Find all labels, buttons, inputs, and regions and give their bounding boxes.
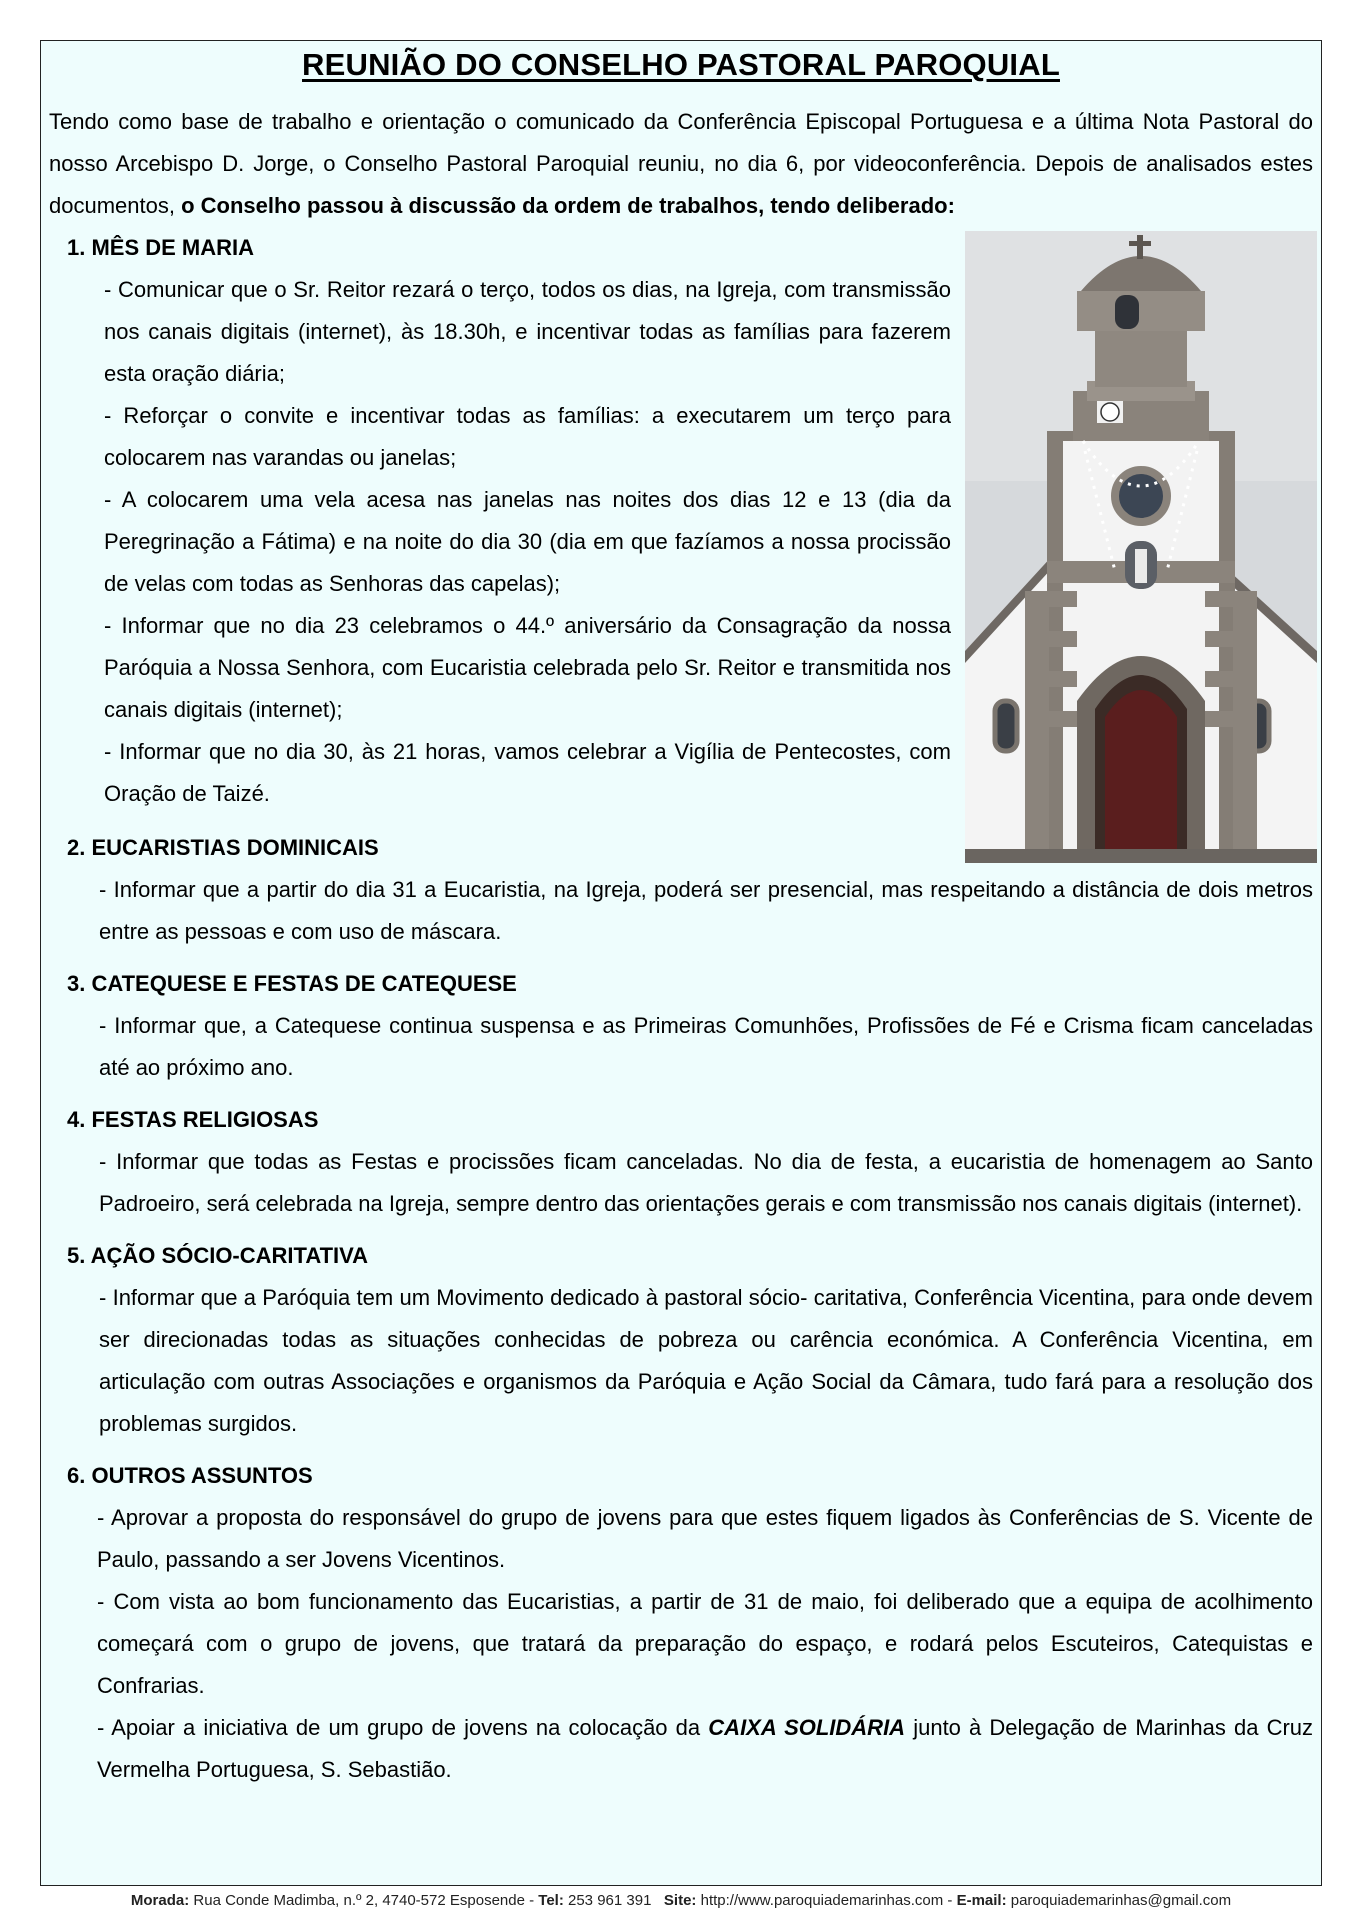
footer-tel-label: Tel: xyxy=(538,1892,564,1909)
list-item: - Informar que a Paróquia tem um Movimento dedicado à pastoral sócio- caritativa, Conferência Vicentina, para onde devem ser direcionadas todas as situações conhecidas de pobreza ou carência económica. A Conferência Vicentina, em articulação com outras Associações e organismos da Paróquia e Ação Social da Câmara, tudo fará para a resolução dos problemas surgidos. xyxy=(99,1285,1313,1436)
list-item: - Informar que todas as Festas e procissões ficam canceladas. No dia de festa, a eucaristia de homenagem ao Santo Padroeiro, será celebrada na Igreja, sempre dentro das orientações gerais e com transmissão nos canais digitais (internet). xyxy=(99,1149,1313,1216)
item-text: - Apoiar a iniciativa de um grupo de jovens na colocação da xyxy=(97,1715,709,1740)
document-body xyxy=(49,101,1313,1791)
list-item: - Aprovar a proposta do responsável do grupo de jovens para que estes fiquem ligados às Conferências de S. Vicente de Paulo, passando a ser Jovens Vicentinos. xyxy=(97,1505,1313,1572)
list-item: - Comunicar que o Sr. Reitor rezará o terço, todos os dias, na Igreja, com transmissão nos canais digitais (internet), às 18.30h, e incentivar todas as famílias para fazerem esta oração diária; xyxy=(104,277,951,386)
section-heading: 1. MÊS DE MARIA xyxy=(67,235,255,260)
section-items xyxy=(104,269,951,815)
item-text: junto à Delegação de Marinhas da Cruz Vermelha Portuguesa, S. Sebastião. xyxy=(97,1715,1314,1782)
footer-address: Rua Conde Madimba, n.º 2, 4740-572 Esposende - xyxy=(189,1892,539,1909)
section-heading: 5. AÇÃO SÓCIO-CARITATIVA xyxy=(67,1243,369,1268)
document-frame xyxy=(40,40,1322,1886)
section-heading: 2. EUCARISTIAS DOMINICAIS xyxy=(67,835,379,860)
section-heading: 3. CATEQUESE E FESTAS DE CATEQUESE xyxy=(67,971,517,996)
footer xyxy=(0,1892,1362,1909)
footer-site-link[interactable]: http://www.paroquiademarinhas.com - xyxy=(696,1892,957,1909)
footer-email-link[interactable]: paroquiademarinhas@gmail.com xyxy=(1006,1892,1232,1909)
footer-site-label: Site: xyxy=(663,1892,697,1909)
intro-bold-text: o Conselho passou à discussão da ordem de trabalhos, tendo deliberado: xyxy=(181,193,955,218)
page-title: REUNIÃO DO CONSELHO PASTORAL PAROQUIAL xyxy=(302,47,1060,82)
section-items xyxy=(97,1497,1313,1791)
list-item: - Reforçar o convite e incentivar todas as famílias: a executarem um terço para colocarem nas varandas ou janelas; xyxy=(104,403,951,470)
section-heading: 4. FESTAS RELIGIOSAS xyxy=(67,1107,319,1132)
section-items xyxy=(99,869,1313,953)
section-items xyxy=(99,1141,1313,1225)
footer-email-label: E-mail: xyxy=(956,1892,1007,1909)
list-item: - Informar que no dia 30, às 21 horas, vamos celebrar a Vigília de Pentecostes, com Oração de Taizé. xyxy=(104,739,951,806)
intro-text: Tendo como base de trabalho e orientação o comunicado da Conferência Episcopal Portuguesa e a última Nota Pastoral do nosso Arcebispo D. Jorge, o Conselho Pastoral Paroquial reuniu, no dia 6, por videoconferência. Depois de analisados estes documentos, xyxy=(49,109,1313,218)
intro-paragraph xyxy=(49,101,1313,227)
list-item: - Informar que, a Catequese continua suspensa e as Primeiras Comunhões, Profissões de Fé e Crisma ficam canceladas até ao próximo ano. xyxy=(99,1013,1313,1080)
list-item: - Informar que no dia 23 celebramos o 44.º aniversário da Consagração da nossa Paróquia a Nossa Senhora, com Eucaristia celebrada pelo Sr. Reitor e transmitida nos canais digitais (internet); xyxy=(104,613,951,722)
list-item: - A colocarem uma vela acesa nas janelas nas noites dos dias 12 e 13 (dia da Peregrinação a Fátima) e na noite do dia 30 (dia em que fazíamos a nossa procissão de velas com todas as Senhoras das capelas); xyxy=(104,487,951,596)
section-items xyxy=(99,1277,1313,1445)
list-item: - Informar que a partir do dia 31 a Eucaristia, na Igreja, poderá ser presencial, mas respeitando a distância de dois metros entre as pessoas e com uso de máscara. xyxy=(99,877,1313,944)
caixa-solidaria-emphasis: CAIXA SOLIDÁRIA xyxy=(708,1715,906,1740)
footer-tel: 253 961 391 xyxy=(563,1892,664,1909)
list-item xyxy=(97,1707,1313,1791)
section-items xyxy=(99,1005,1313,1089)
list-item: - Com vista ao bom funcionamento das Eucaristias, a partir de 31 de maio, foi deliberado que a equipa de acolhimento começará com o grupo de jovens, que tratará da preparação do espaço, e rodará pelos Escuteiros, Catequistas e Confrarias. xyxy=(97,1589,1313,1698)
section-heading: 6. OUTROS ASSUNTOS xyxy=(67,1463,313,1488)
footer-address-label: Morada: xyxy=(130,1892,190,1909)
